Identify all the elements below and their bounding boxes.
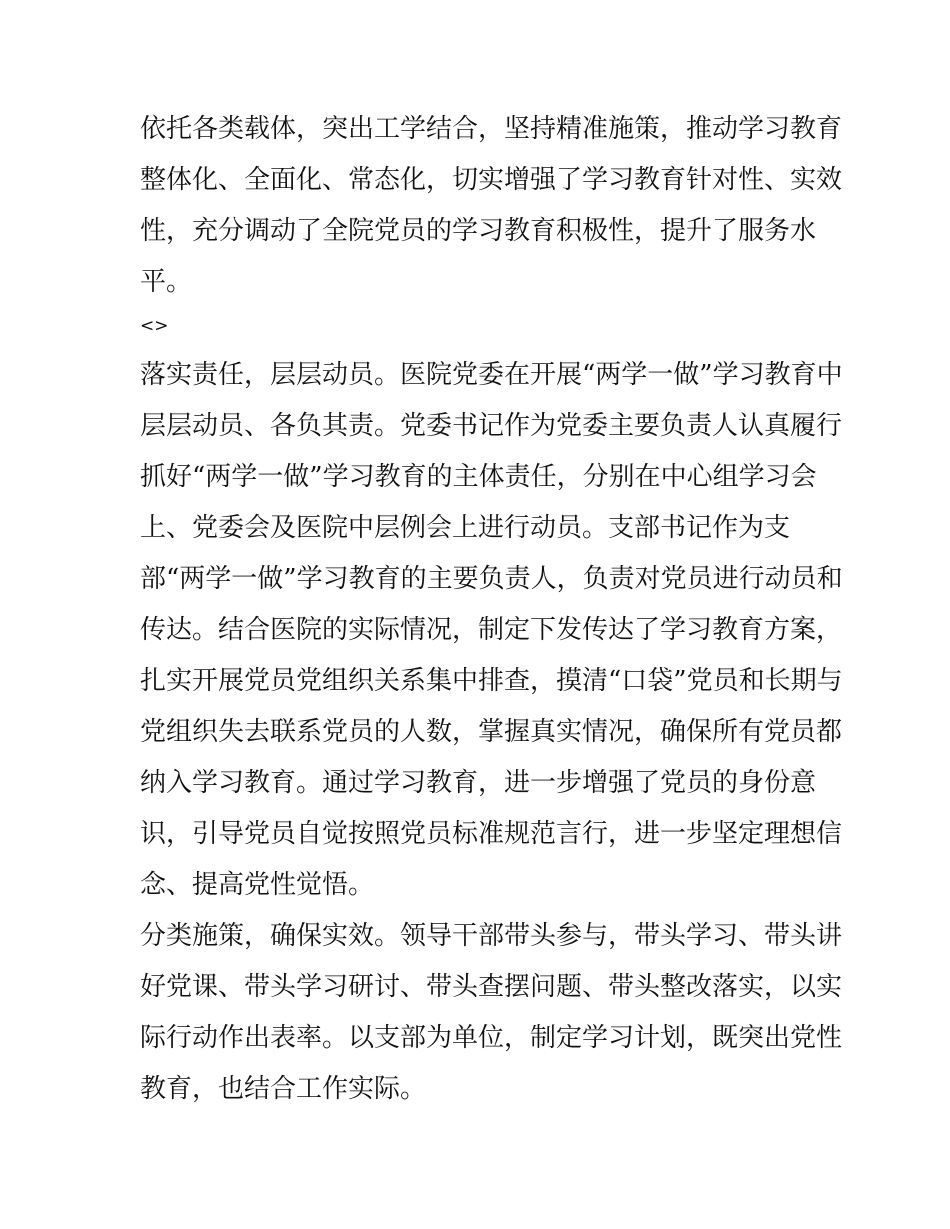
paragraph-2-line-10: 识，引导党员自觉按照党员标准规范言行，进一步坚定理想信 <box>140 819 843 849</box>
paragraph-2-line-4: 上、党委会及医院中层例会上进行动员。支部书记作为支 <box>140 513 791 543</box>
paragraph-2-line-6: 传达。结合医院的实际情况，制定下发传达了学习教育方案， <box>140 615 843 645</box>
paragraph-2-line-7: 扎实开展党员党组织关系集中排查，摸清“口袋”党员和长期与 <box>140 666 843 696</box>
paragraph-3-line-1: 分类施策，确保实效。领导干部带头参与，带头学习、带头讲 <box>140 921 843 951</box>
paragraph-2-line-5: 部“两学一做”学习教育的主要负责人，负责对党员进行动员和 <box>140 564 843 594</box>
paragraph-2-line-2: 层层动员、各负其责。党委书记作为党委主要负责人认真履行 <box>140 411 843 441</box>
paragraph-1-line-4: 平。 <box>140 267 193 297</box>
paragraph-1-line-3: 性，充分调动了全院党员的学习教育积极性，提升了服务水 <box>140 216 817 246</box>
paragraph-2-line-9: 纳入学习教育。通过学习教育，进一步增强了党员的身份意 <box>140 768 817 798</box>
paragraph-2-line-3: 抓好“两学一做”学习教育的主体责任，分别在中心组学习会 <box>140 462 817 492</box>
paragraph-2-line-11: 念、提高党性觉悟。 <box>140 870 375 900</box>
paragraph-1-line-2: 整体化、全面化、常态化，切实增强了学习教育针对性、实效 <box>140 165 843 195</box>
paragraph-3-line-2: 好党课、带头学习研讨、带头查摆问题、带头整改落实，以实 <box>140 972 843 1002</box>
paragraph-2-line-8: 党组织失去联系党员的人数，掌握真实情况，确保所有党员都 <box>140 717 843 747</box>
paragraph-3-line-3: 际行动作出表率。以支部为单位，制定学习计划，既突出党性 <box>140 1023 843 1053</box>
paragraph-2-line-1: 落实责任，层层动员。医院党委在开展“两学一做”学习教育中 <box>140 360 843 390</box>
paragraph-1-line-1: 依托各类载体，突出工学结合，坚持精准施策，推动学习教育 <box>140 114 843 144</box>
section-marker: <> <box>140 316 169 336</box>
paragraph-3-line-4: 教育，也结合工作实际。 <box>140 1074 427 1104</box>
